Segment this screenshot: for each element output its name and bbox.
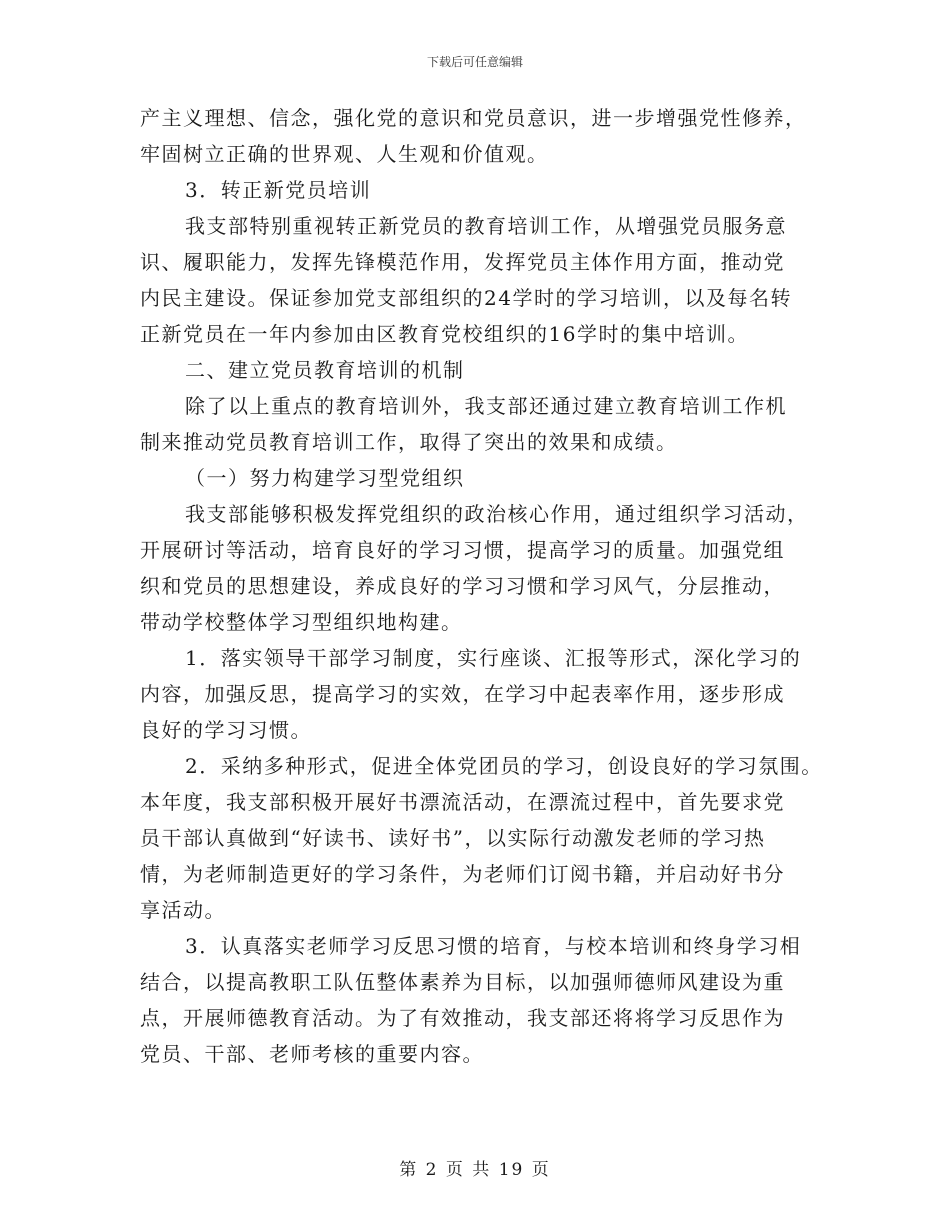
page-footer: 第 2 页 共 19 页 [399, 1160, 551, 1180]
text-line: 正新党员在一年内参加由区教育党校组织的16学时的集中培训。 [140, 322, 749, 346]
text-line: 带动学校整体学习型组织地构建。 [140, 610, 463, 634]
text-line: 制来推动党员教育培训工作，取得了突出的效果和成绩。 [140, 430, 678, 454]
text-line: 党员、干部、老师考核的重要内容。 [140, 1042, 484, 1066]
text-line: 员干部认真做到“好读书、读好书”，以实际行动激发老师的学习热 [140, 826, 766, 850]
text-line: 二、建立党员教育培训的机制 [185, 358, 465, 382]
text-line: 识、履职能力，发挥先锋模范作用，发挥党员主体作用方面，推动党 [140, 250, 785, 274]
text-line: 2．采纳多种形式，促进全体党团员的学习，创设良好的学习氛围。 [185, 754, 823, 778]
text-line: 内容，加强反思，提高学习的实效，在学习中起表率作用，逐步形成 [140, 682, 785, 706]
text-line: 牢固树立正确的世界观、人生观和价值观。 [140, 142, 549, 166]
text-line: 我支部特别重视转正新党员的教育培训工作，从增强党员服务意 [185, 214, 787, 238]
text-line: 3．转正新党员培训 [185, 178, 372, 202]
text-line: 1．落实领导干部学习制度，实行座谈、汇报等形式，深化学习的 [185, 646, 802, 670]
text-line: 结合，以提高教职工队伍整体素养为目标，以加强师德师风建设为重 [140, 970, 785, 994]
text-line: 享活动。 [140, 898, 226, 922]
text-line: 产主义理想、信念，强化党的意识和党员意识，进一步增强党性修养， [140, 106, 807, 130]
text-line: 良好的学习习惯。 [140, 718, 312, 742]
text-line: 除了以上重点的教育培训外，我支部还通过建立教育培训工作机 [185, 394, 787, 418]
text-line: 点，开展师德教育活动。为了有效推动，我支部还将将学习反思作为 [140, 1006, 785, 1030]
text-line: 内民主建设。保证参加党支部组织的24学时的学习培训，以及每名转 [140, 286, 792, 310]
text-line: 开展研讨等活动，培育良好的学习习惯，提高学习的质量。加强党组 [140, 538, 785, 562]
text-line: 情，为老师制造更好的学习条件，为老师们订阅书籍，并启动好书分 [140, 862, 785, 886]
text-line: 本年度，我支部积极开展好书漂流活动，在漂流过程中，首先要求党 [140, 790, 785, 814]
text-line: （一）努力构建学习型党组织 [185, 466, 465, 490]
text-line: 我支部能够积极发挥党组织的政治核心作用，通过组织学习活动， [185, 502, 809, 526]
document-body [140, 106, 830, 1078]
page-header: 下载后可任意编辑 [426, 55, 523, 69]
text-line: 3．认真落实老师学习反思习惯的培育，与校本培训和终身学习相 [185, 934, 802, 958]
text-line: 织和党员的思想建设，养成良好的学习习惯和学习风气，分层推动， [140, 574, 785, 598]
